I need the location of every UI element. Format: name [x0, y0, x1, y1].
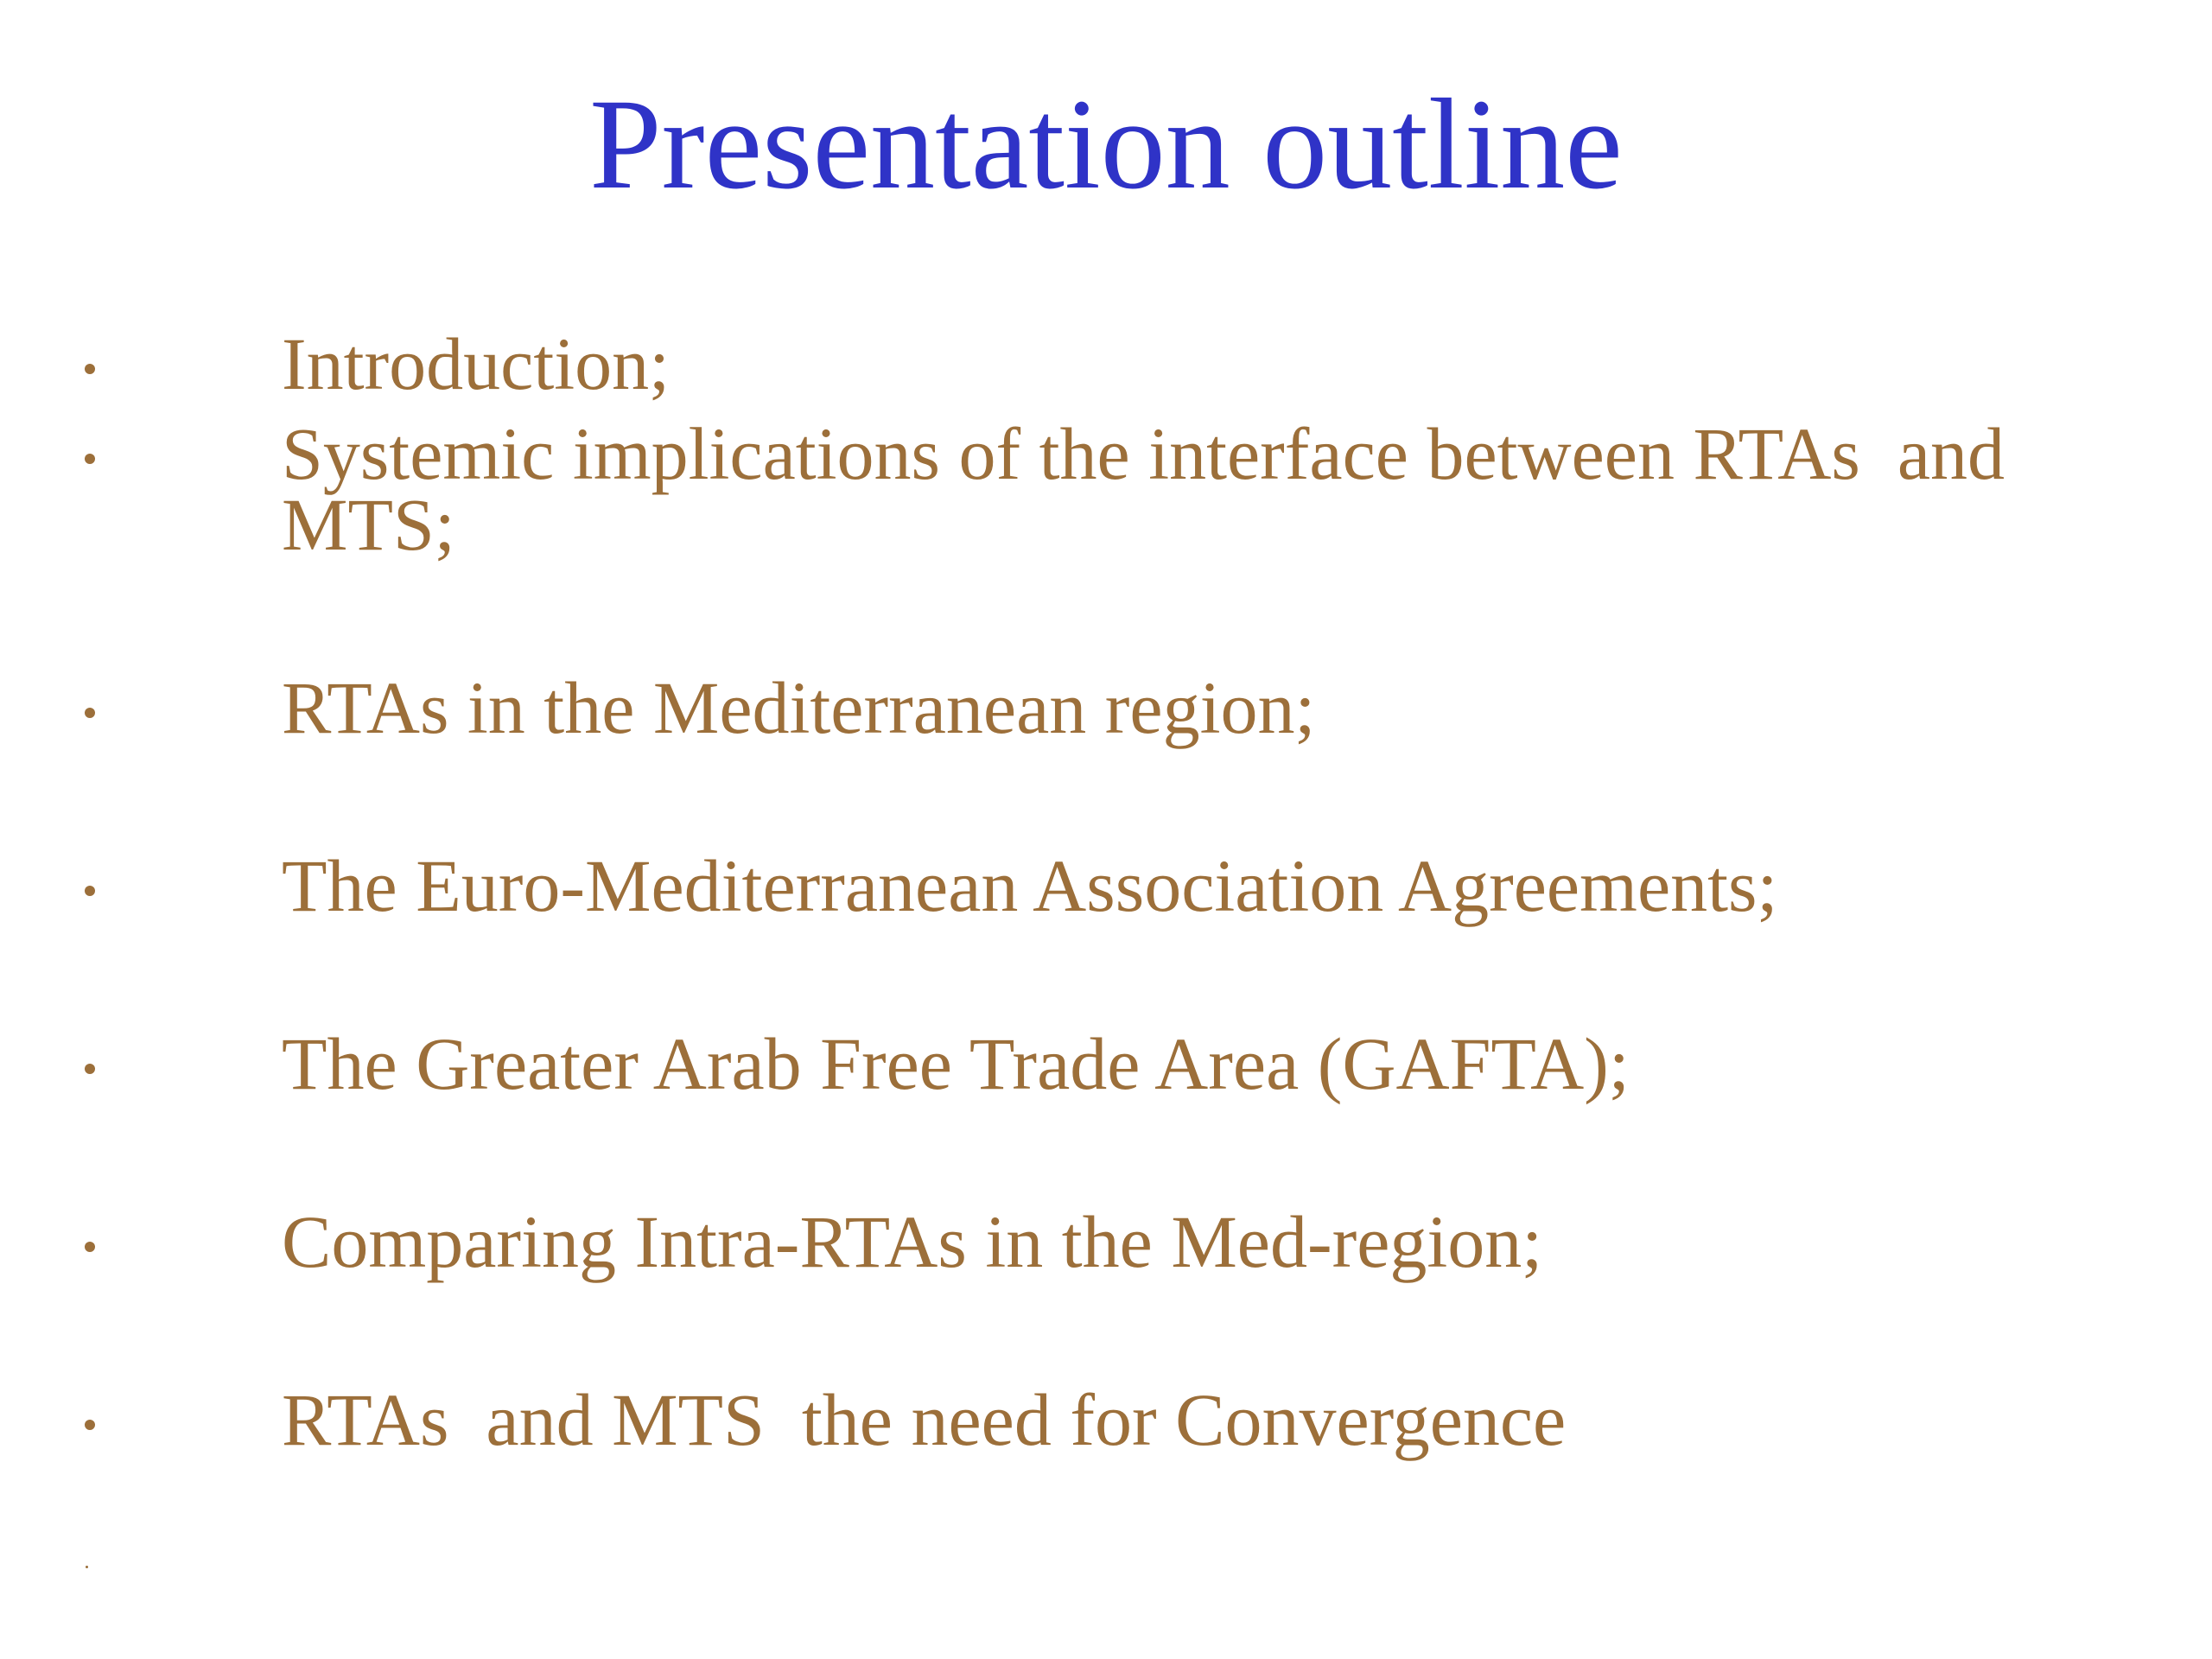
outline-item-text: RTAs and MTS the need for Convergence: [282, 1378, 1567, 1461]
bullet-dot-icon: [85, 1064, 95, 1074]
empty-bullet-marker-icon: [86, 1566, 88, 1568]
outline-item-text: RTAs in the Mediterranean region;: [282, 666, 1316, 749]
outline-item-text: Systemic implications of the interface between RTAs and MTS;: [282, 412, 2024, 566]
bullet-dot-icon: [85, 364, 95, 374]
bullet-dot-icon: [85, 708, 95, 718]
outline-item-text: The Euro-Mediterranean Association Agreements;: [282, 844, 1778, 927]
slide-title: Presentation outline: [589, 73, 1623, 216]
outline-item-text: Introduction;: [282, 322, 671, 405]
bullet-dot-icon: [85, 454, 95, 464]
outline-item-text: Comparing Intra-RTAs in the Med-region;: [282, 1200, 1543, 1283]
bullet-dot-icon: [85, 886, 95, 896]
bullet-dot-icon: [85, 1242, 95, 1252]
outline-item-text: The Greater Arab Free Trade Area (GAFTA);: [282, 1022, 1630, 1105]
bullet-dot-icon: [85, 1420, 95, 1430]
